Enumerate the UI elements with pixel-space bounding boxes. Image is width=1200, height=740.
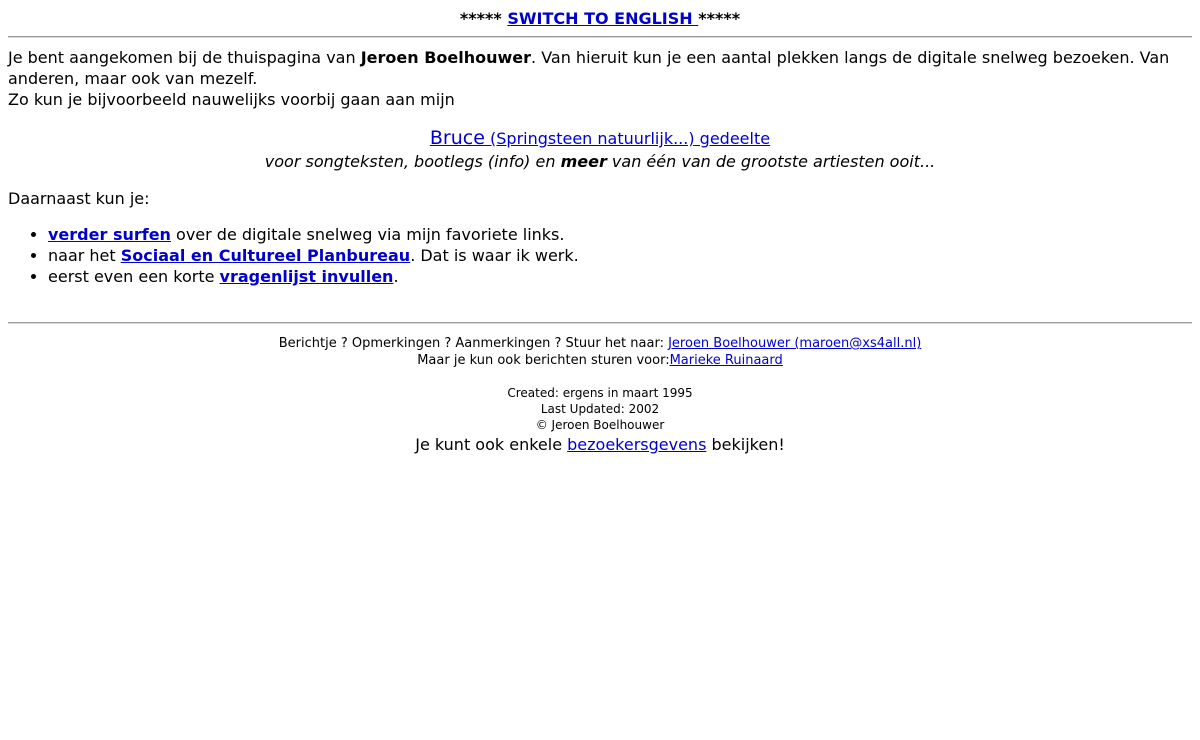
tagline-part-b: van één van de grootste artiesten ooit... bbox=[606, 152, 936, 171]
daarnaast-label: Daarnaast kun je: bbox=[8, 189, 150, 208]
intro-paragraph bbox=[8, 47, 1192, 110]
questionnaire-link[interactable]: vragenlijst invullen bbox=[219, 267, 394, 286]
bruce-link[interactable] bbox=[430, 129, 770, 148]
visits-post: bekijken! bbox=[706, 435, 785, 454]
list-item-post: . Dat is waar ik werk. bbox=[410, 246, 579, 265]
tagline-part-a: voor songteksten, bootlegs (info) en bbox=[264, 152, 561, 171]
list-item-pre: eerst even een korte bbox=[48, 267, 220, 286]
contact-text: Berichtje ? Opmerkingen ? Aanmerkingen ? Stuur het naar: bbox=[278, 336, 669, 351]
contact-text-2: Maar je kun ook berichten sturen voor: bbox=[417, 352, 670, 368]
contact-footer bbox=[8, 336, 1192, 369]
marieke-link[interactable]: Marieke Ruinaard bbox=[669, 352, 783, 368]
list-item-post: . bbox=[393, 267, 399, 286]
list-item-pre: naar het bbox=[48, 246, 121, 265]
created-date: Created: ergens in maart 1995 bbox=[507, 386, 693, 400]
divider-top bbox=[8, 36, 1192, 38]
visits-pre: Je kunt ook enkele bbox=[415, 435, 568, 454]
stars-right: ***** bbox=[698, 9, 741, 28]
page-info bbox=[8, 385, 1192, 433]
intro-line-2: Zo kun je bijvoorbeeld nauwelijks voorbij gaan aan mijn bbox=[8, 90, 455, 109]
bruce-tagline bbox=[8, 151, 1192, 172]
intro-text-2: . Van hieruit kun je een aantal plekken langs de digitale snelweg bezoeken. Van anderen, maar ook van mezelf. bbox=[8, 48, 1170, 88]
options-list bbox=[8, 224, 1192, 287]
divider-bottom bbox=[8, 322, 1192, 324]
intro-text-1: Je bent aangekomen bij de thuispagina van bbox=[8, 48, 361, 67]
bruce-link-end: gedeelte bbox=[694, 129, 771, 148]
list-item bbox=[48, 224, 1192, 245]
bruce-section bbox=[8, 128, 1192, 149]
bruce-link-sub: (Springsteen natuurlijk...) bbox=[484, 129, 695, 148]
author-name: Jeroen Boelhouwer bbox=[360, 48, 532, 67]
list-item-post: over de digitale snelweg via mijn favoriete links. bbox=[170, 225, 565, 244]
scp-link[interactable]: Sociaal en Cultureel Planbureau bbox=[120, 246, 411, 265]
switch-to-english-link[interactable]: SWITCH TO ENGLISH bbox=[507, 9, 699, 28]
tagline-bold: meer bbox=[560, 152, 607, 171]
language-switch-bar bbox=[8, 0, 1192, 29]
links-page-link[interactable]: verder surfen bbox=[48, 225, 171, 244]
bruce-link-main: Bruce bbox=[429, 127, 485, 149]
stars-left: ***** bbox=[459, 9, 502, 28]
copyright: © Jeroen Boelhouwer bbox=[535, 418, 665, 432]
visitor-stats-line bbox=[8, 434, 1192, 455]
visitor-stats-link[interactable]: bezoekersgevens bbox=[567, 435, 707, 454]
list-item bbox=[48, 245, 1192, 266]
list-item bbox=[48, 266, 1192, 287]
email-link[interactable]: Jeroen Boelhouwer (maroen@xs4all.nl) bbox=[668, 336, 922, 351]
updated-date: Last Updated: 2002 bbox=[540, 402, 660, 416]
